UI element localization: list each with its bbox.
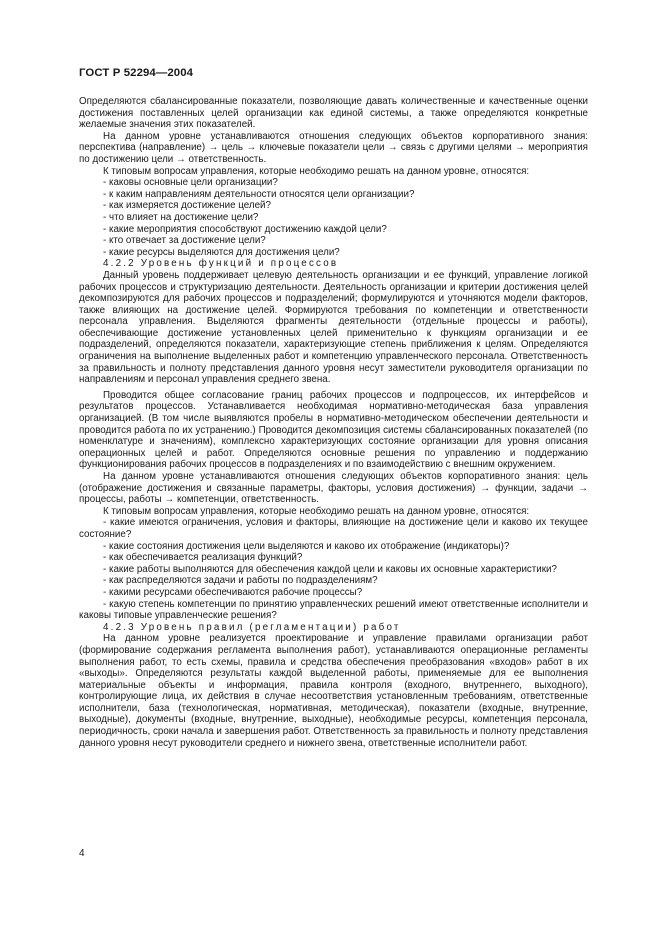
list-item: - как распределяются задачи и работы по подразделениям?: [103, 575, 378, 587]
list-item: - к каким направлениям деятельности относятся цели организации?: [103, 188, 415, 200]
paragraph: К типовым вопросам управления, которые необходимо решать на данном уровне, относятся:: [103, 505, 530, 517]
document-body: [79, 96, 588, 749]
list-item: - какие работы выполняются для обеспечения каждой цели и каковы их основные характеристики?: [103, 563, 557, 575]
list-item: - какие состояния достижения цели выделяются и каково их отображение (индикаторы)?: [103, 540, 510, 552]
list-item: - каковы основные цели организации?: [103, 177, 278, 189]
paragraph: Определяются сбалансированные показатели, позволяющие давать количественные и качественные оценки достижения поставленных целей организации как единой системы, а также определяются конкретные желаемые значения этих показателей.: [79, 96, 588, 131]
list-item: - как измеряется достижение целей?: [103, 200, 271, 212]
section-heading: 4.2.3 Уровень правил (регламентации) работ: [103, 621, 401, 633]
list-item: - что влияет на достижение цели?: [103, 211, 259, 223]
list-item: - какую степень компетенции по принятию управленческих решений имеют ответственные исполнители и каковы типовые управленческие решения?: [79, 598, 588, 622]
paragraph: На данном уровне устанавливаются отношения следующих объектов корпоративного знания: цель (отображение достижения и связанные параметры, факторы, условия достижения) → функции, задачи → процессы, работы → компетенции, ответственность.: [79, 471, 588, 506]
list-item: - какие ресурсы выделяются для достижения цели?: [103, 246, 340, 258]
section-heading: 4.2.2 Уровень функций и процессов: [103, 258, 339, 270]
list-item: - какие мероприятия способствуют достижению каждой цели?: [103, 223, 387, 235]
page-number: 4: [79, 848, 85, 859]
list-item: - какие имеются ограничения, условия и факторы, влияющие на достижение цели и каково их текущее состояние?: [79, 517, 588, 540]
paragraph: На данном уровне реализуется проектирование и управление правилами организации работ (формирование содержания регламента выполнения работ), устанавливаются операционные регламенты выполнения работ, то есть схемы, правила и средства обеспечения преобразования «входов» работ в их «выходы». Определяются результаты каждой выделенной работы, применяемые для ее выполнения материальные объекты и информация, правила контроля (входного, внутреннего, выходного), контролирующие лица, их действия в случае несоответствия установленным требованиям, ответственные исполнители, база (технологическая, нормативная, методическая), показатели (входные, внутренние, выходные), документы (входные, внутренние, выходные), необходимые ресурсы, компетенция персонала, периодичность, сроки начала и завершения работ. Ответственность за правильность и полноту представления данного уровня несут руководители среднего и нижнего звена, ответственные исполнители работ.: [79, 633, 588, 749]
list-item: - как обеспечивается реализация функций?: [103, 552, 303, 564]
paragraph: На данном уровне устанавливаются отношения следующих объектов корпоративного знания: перспектива (направление) → цель → ключевые показатели цели → связь с другими целями → мероприятия по достижению цели → ответственность.: [79, 130, 588, 165]
paragraph: Данный уровень поддерживает целевую деятельность организации и ее функций, управление логикой рабочих процессов и структуризацию деятельности. Деятельность организации и критерии достижения целей декомпозируются для рабочих процессов и подразделений; формулируются и уточняются модели факторов, также влияющих на достижение целей. Формируются требования по компетенции и ответственности персонала управления. Выделяются фрагменты деятельности (отдельные процессы и работы), обеспечивающие достижение установленных целей применительно к функциям организации и ее подразделений, определяются показатели, характеризующие степень приближения к целям. Определяются ограничения на выполнение выделенных работ и компетенцию управленческого персонала. Ответственность за правильность и полноту представления данного уровня несут заместители руководителя организации по направлениям и персонал управления среднего звена.: [79, 269, 588, 386]
list-item: - кто отвечает за достижение цели?: [103, 235, 266, 247]
paragraph: Проводится общее согласование границ рабочих процессов и подпроцессов, их интерфейсов и результатов процессов. Устанавливается необходимая нормативно-методическая база управления организацией. (В том числе выявляются пробелы в нормативно-методическом обеспечении деятельности и проводится работа по их устранению.) Проводится декомпозиция системы сбалансированных показателей (по номенклатуре и значениям), комплексно характеризующих состояние организации для уровня описания операционных целей и работ. Определяются основные решения по управлению и поддержанию функционирования рабочих процессов в подразделениях и по взаимодействию с внешним окружением.: [79, 389, 588, 471]
paragraph: К типовым вопросам управления, которые необходимо решать на данном уровне, относятся:: [103, 165, 530, 177]
list-item: - какими ресурсами обеспечиваются рабочие процессы?: [103, 586, 363, 598]
document-header: ГОСТ Р 52294—2004: [79, 67, 194, 79]
